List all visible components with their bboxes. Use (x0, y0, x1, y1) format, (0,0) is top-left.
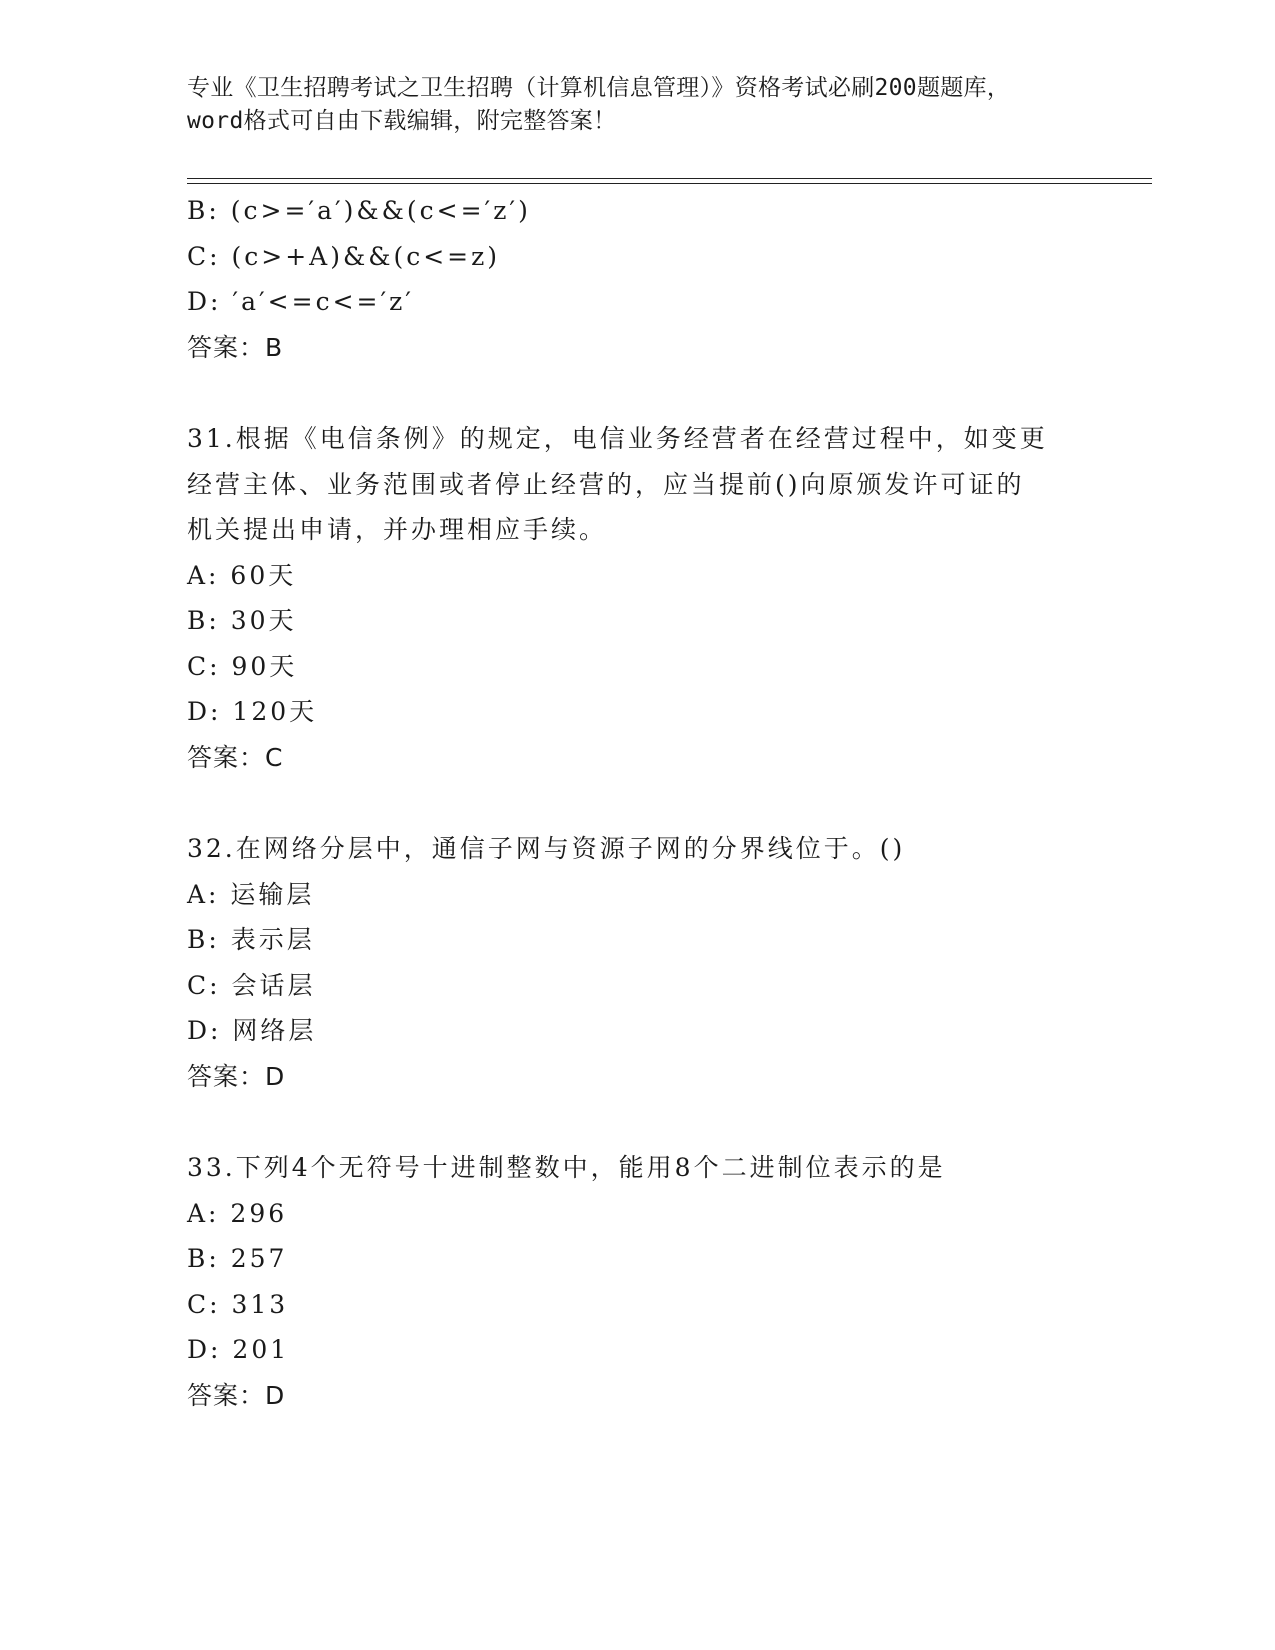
option-d: D: ′a′<=c<=′z′ (187, 287, 414, 316)
question-block-31 (187, 416, 1087, 780)
question-stem-line: 经营主体、业务范围或者停止经营的，应当提前()向原颁发许可证的 (187, 469, 1025, 499)
question-stem-line: 32.在网络分层中，通信子网与资源子网的分界线位于。() (187, 834, 906, 863)
document-header (187, 72, 1087, 138)
option-d: D: 201 (187, 1335, 290, 1364)
option-c: C: (c>+A)&&(c<=z) (187, 241, 501, 271)
spacer (187, 1099, 1087, 1145)
header-title-line-1: 专业《卫生招聘考试之卫生招聘（计算机信息管理）》资格考试必刷200题题库， (187, 75, 1011, 101)
answer-text: 答案：C (187, 742, 284, 772)
question-block-33 (187, 1145, 1087, 1418)
option-d: D: 120天 (187, 697, 318, 726)
question-stem-line: 机关提出申请，并办理相应手续。 (187, 515, 608, 544)
question-block-30 (187, 188, 1087, 370)
option-c: C: 90天 (187, 651, 298, 681)
option-c: C: 313 (187, 1289, 289, 1319)
option-a: A: 运输层 (187, 879, 315, 909)
option-b: B: 30天 (187, 606, 297, 635)
question-stem-line: 33.下列4个无符号十进制整数中，能用8个二进制位表示的是 (187, 1153, 946, 1182)
question-stem-line: 31.根据《电信条例》的规定，电信业务经营者在经营过程中，如变更 (187, 424, 1048, 453)
option-b: B: (c>=′a′)&&(c<=′z′) (187, 196, 531, 225)
question-content (187, 188, 1087, 1418)
option-d: D: 网络层 (187, 1016, 317, 1045)
option-b: B: 表示层 (187, 925, 315, 954)
header-title-line-2: word格式可自由下载编辑，附完整答案！ (187, 108, 617, 134)
option-b: B: 257 (187, 1244, 288, 1273)
question-block-32 (187, 826, 1087, 1099)
spacer (187, 370, 1087, 416)
option-a: A: 296 (187, 1198, 288, 1228)
answer-text: 答案：B (187, 332, 284, 362)
option-c: C: 会话层 (187, 970, 316, 1000)
option-a: A: 60天 (187, 560, 297, 590)
answer-text: 答案：D (187, 1061, 286, 1091)
spacer (187, 780, 1087, 826)
header-divider-top (187, 178, 1152, 179)
header-divider-bottom (187, 183, 1152, 184)
answer-text: 答案：D (187, 1380, 286, 1410)
